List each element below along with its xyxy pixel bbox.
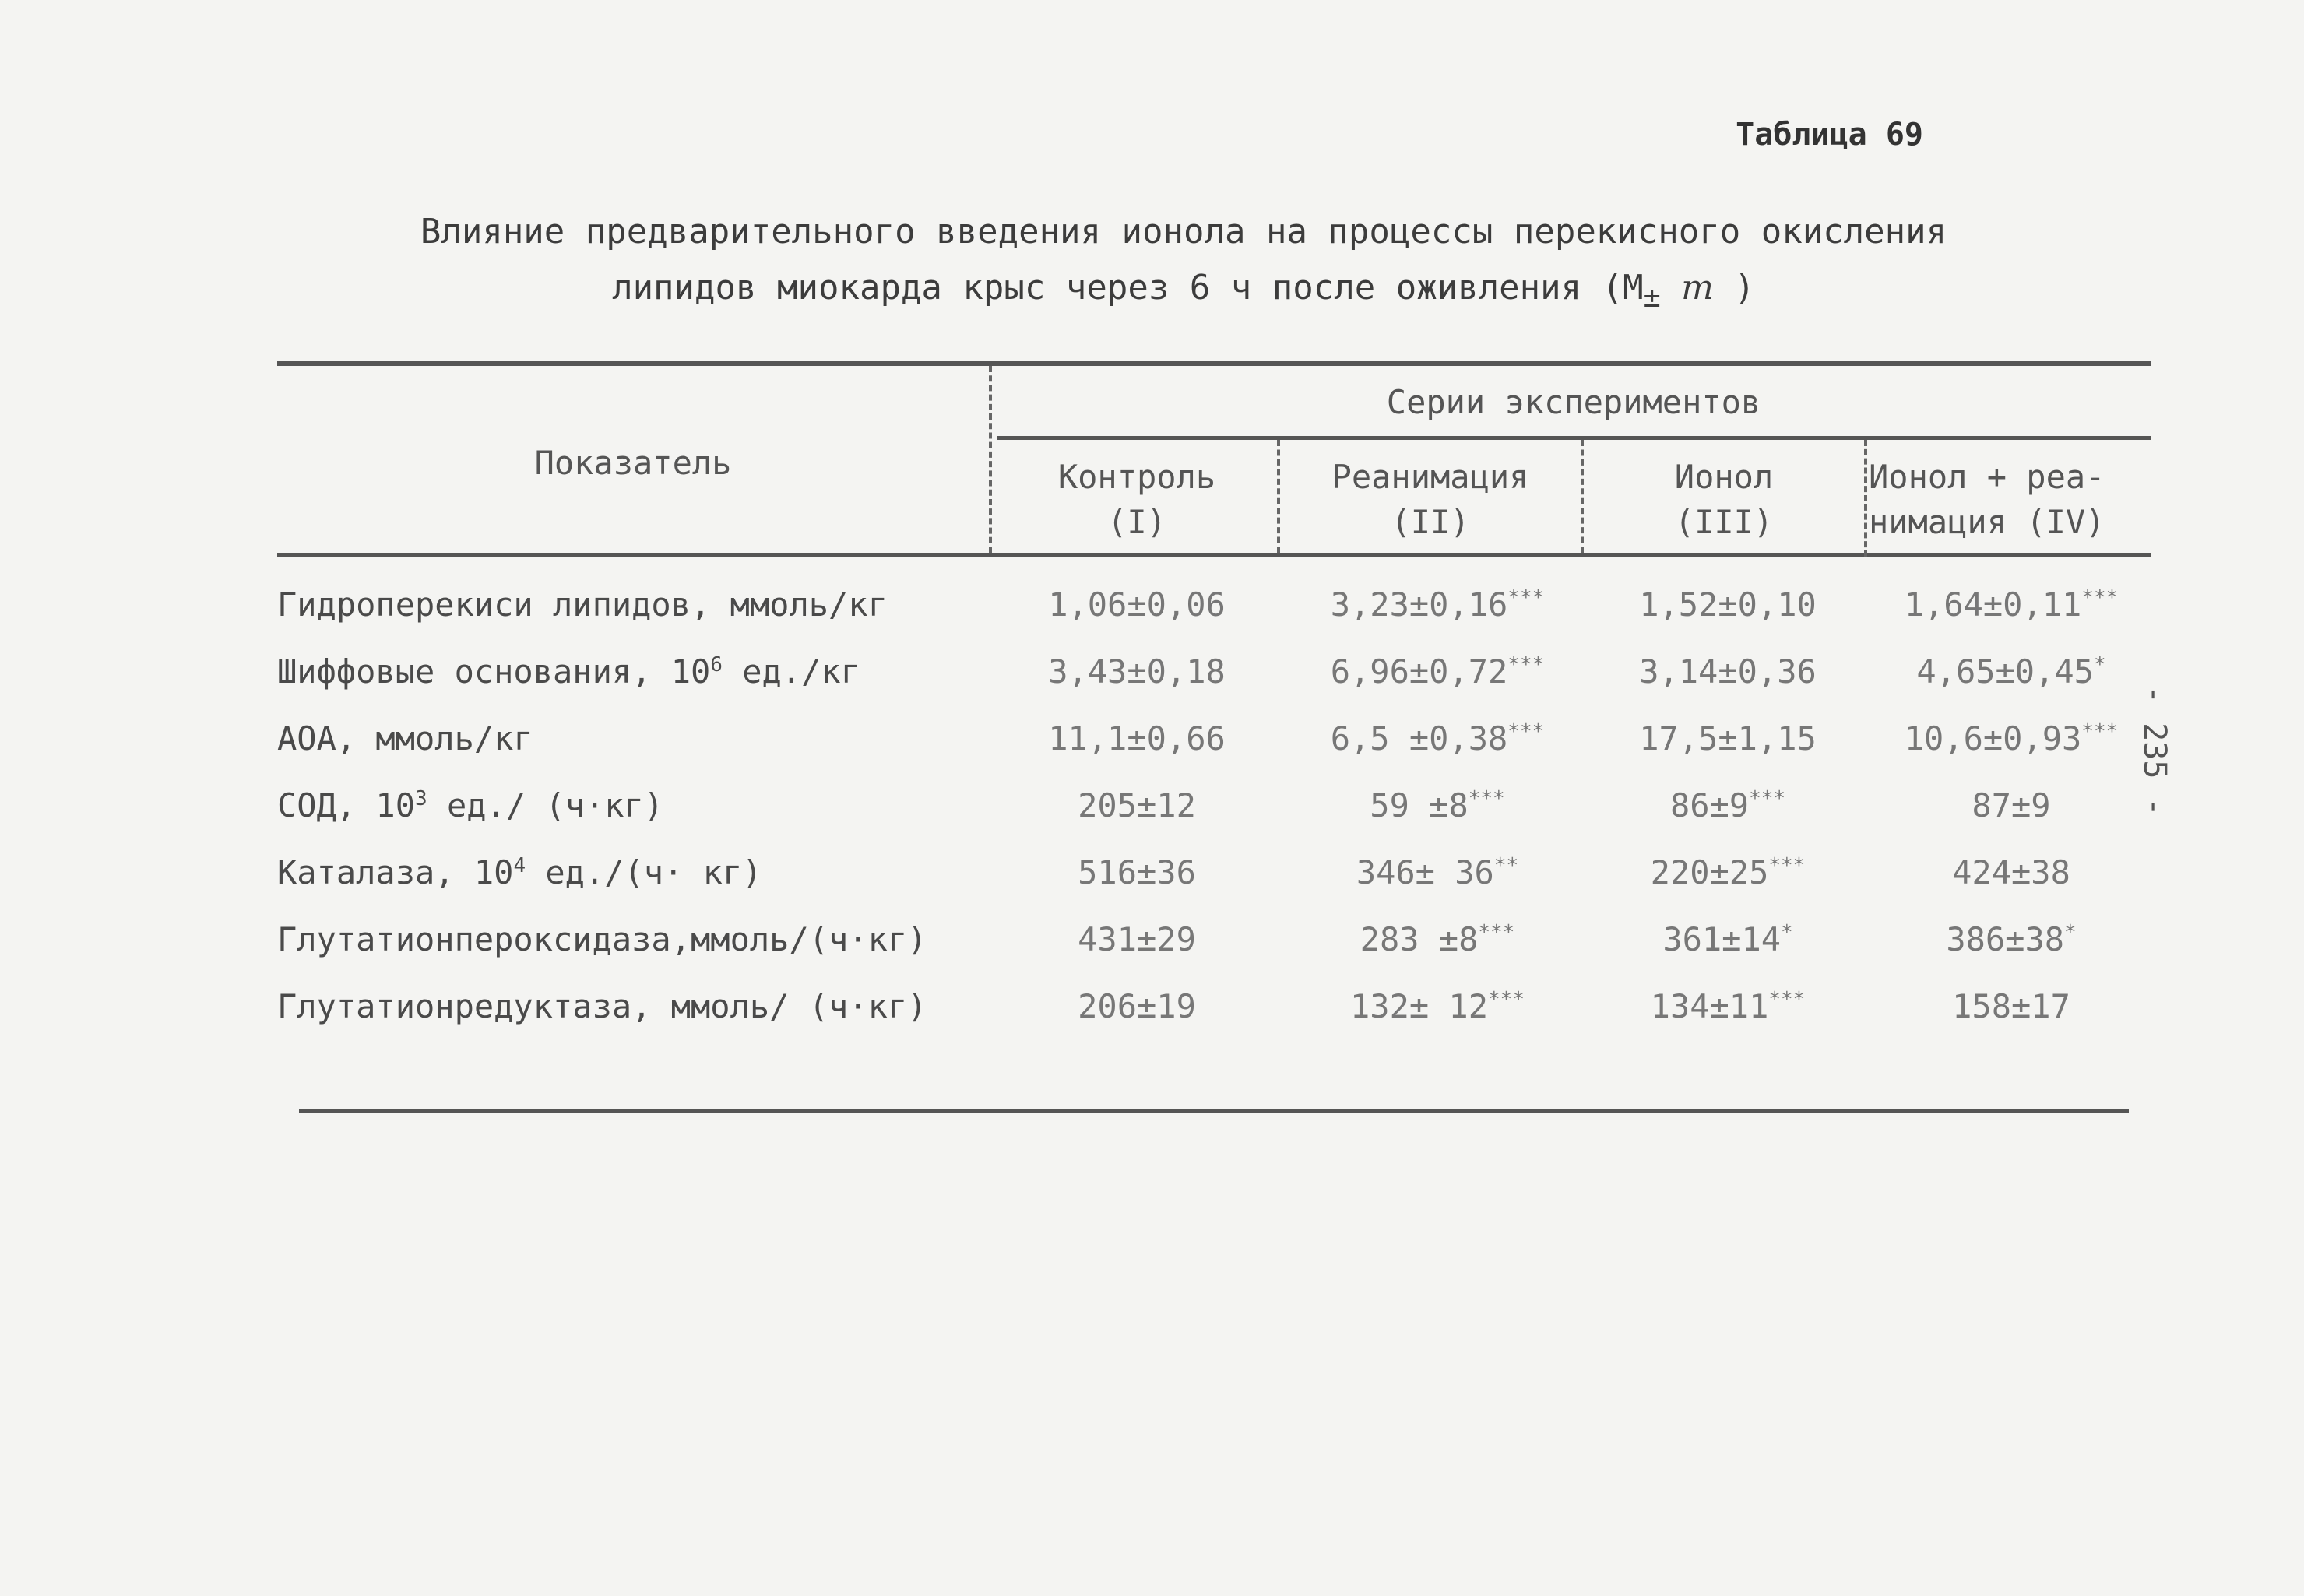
table-cell: 10,6±0,93*** [1904,719,2119,758]
row-label: СОД, $10^3$ ед./ (ч·кг) [277,786,664,824]
header-series: Серии экспериментов [1386,383,1761,421]
table-cell: 1,06±0,06 [1048,585,1226,624]
table-title [280,204,2087,325]
row-label: Глутатионпероксидаза,ммоль/(ч·кг) [277,920,927,958]
table-cell: 6,96±0,72*** [1330,652,1545,691]
table-cell: 158±17 [1952,987,2070,1025]
table-cell: 431±29 [1078,920,1196,958]
row-label: Гидроперекиси липидов, ммоль/кг [277,585,888,624]
header-divider-4 [1864,440,1867,557]
table-cell: 3,14±0,36 [1639,652,1817,691]
table-cell: 1,52±0,10 [1639,585,1817,624]
table-cell: 11,1±0,66 [1048,719,1226,758]
table-cell: 283 ±8*** [1360,920,1515,958]
table-cell: 206±19 [1078,987,1196,1025]
series-rule [997,436,2151,440]
table-cell: 361±14* [1662,920,1793,958]
title-line-2: липидов миокарда крыс через 6 ч после оживления ($M_\pm$ m ) [612,268,1755,314]
top-rule [277,361,2151,366]
page-number: - 235 - [2137,685,2172,817]
table-cell: 134±11*** [1650,987,1806,1025]
title-line-1: Влияние предварительного введения ионола на процессы перекисного окисления [420,212,1947,251]
header-col-ionol-reanimation: Ионол + реа- нимация (IV) [1869,458,2105,541]
table-cell: 59 ±8*** [1370,786,1505,824]
table-cell: 516±36 [1078,853,1196,891]
table-cell: 3,43±0,18 [1048,652,1226,691]
row-label: Каталаза, $10^4$ ед./(ч· кг) [277,853,762,891]
header-col-ionol: Ионол (III) [1674,458,1774,541]
row-label: Шиффовые основания, $10^6$ ед./кг [277,652,860,691]
table-cell: 17,5±1,15 [1639,719,1817,758]
header-divider-1 [989,366,992,553]
table-cell: 6,5 ±0,38*** [1330,719,1545,758]
header-col-control: Контроль (I) [1057,458,1216,541]
table-cell: 3,23±0,16*** [1330,585,1545,624]
bottom-rule [299,1109,2129,1113]
table-cell: 424±38 [1952,853,2070,891]
table-cell: 220±25*** [1650,853,1806,891]
table-cell: 346± 36** [1356,853,1519,891]
table-cell: 4,65±0,45* [1916,652,2106,691]
header-bottom-rule [277,553,2151,557]
table-cell: 86±9*** [1669,786,1786,824]
table-cell: 386±38* [1946,920,2077,958]
table-number: Таблица 69 [1736,117,1923,153]
row-label: Глутатионредуктаза, ммоль/ (ч·кг) [277,987,927,1025]
table-cell: 132± 12*** [1350,987,1525,1025]
table-cell: 1,64±0,11*** [1904,585,2119,624]
table-cell: 205±12 [1078,786,1196,824]
header-indicator: Показатель [534,444,732,482]
row-label: АОА, ммоль/кг [277,719,533,758]
table-cell: 87±9 [1972,786,2051,824]
header-col-reanimation: Реанимация (II) [1331,458,1529,541]
